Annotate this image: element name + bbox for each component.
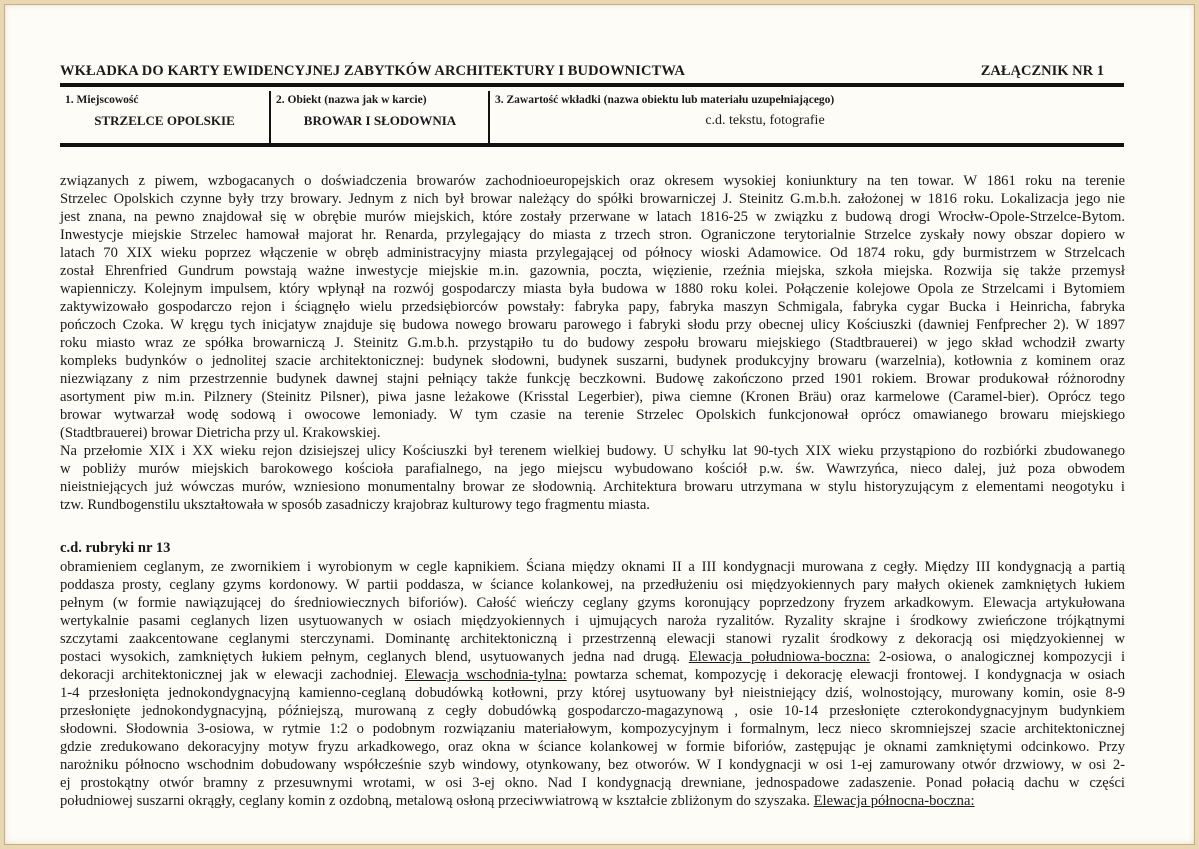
text-segment: dekoracji architektonicznej jak w elewacji zachodniej. bbox=[60, 667, 405, 683]
field-locality bbox=[60, 93, 269, 145]
text-line bbox=[60, 388, 1125, 406]
description-text bbox=[60, 558, 1125, 810]
text-segment: Strzelec Opolskich czynne były trzy browary. Jednym z nich był browar należący do spółki browarniczej J. Steinitz G.m.b.h. założonej w 1816 roku. Lokalizacja jego nie bbox=[60, 191, 1125, 207]
text-segment: jest znana, na pewno znajdował się w obrębie murów miejskich, które zostały przerwane w latach 1816-25 w związku z budową drogi Wrocłw-Opole-Strzelce-Bytom. bbox=[60, 209, 1125, 225]
underlined-heading: Elewacja północna-boczna: bbox=[813, 793, 975, 809]
text-segment: związanych z piwem, wzbogacanych o doświadczenia browarów zachodnioeuropejskich oraz okresem wysokiej koniunktury na ten towar. W 1861 roku na terenie bbox=[60, 173, 1125, 189]
history-text bbox=[60, 172, 1125, 514]
text-line bbox=[60, 262, 1125, 280]
text-line bbox=[60, 594, 1125, 612]
text-line bbox=[60, 630, 1125, 648]
text-line bbox=[60, 558, 1125, 576]
text-segment: pełnym (w formie nawiązującej do średniowiecznych biforiów). Całość wieńczy ceglany gzyms koronujący poprzedzony fryzem arkadkowym. Elewacja artykułowana bbox=[60, 595, 1125, 611]
underlined-heading: Elewacja południowa-boczna: bbox=[688, 649, 871, 665]
header-rule-bottom bbox=[60, 143, 1124, 147]
text-line bbox=[60, 424, 1125, 442]
text-line bbox=[60, 702, 1125, 720]
text-line bbox=[60, 666, 1125, 684]
text-segment: (Stadtbrauerei) browar Dietricha przy ul. Krakowskiej. bbox=[60, 425, 381, 441]
text-line bbox=[60, 172, 1125, 190]
text-line bbox=[60, 720, 1125, 738]
field-value: c.d. tekstu, fotografie bbox=[705, 113, 825, 128]
text-segment: nieistniejących już wówczas murów, wzniesiono monumentalny browar ze słodownią. Architektura browaru utrzymana w stylu historyzującym z elementami neogotyku i bbox=[60, 479, 1125, 495]
text-segment: narożniku północno wschodnim dobudowany współcześnie szyb windowy, otynkowany, bez otworów. W I kondygnacji w osi 1-ej zamurowany otwór drzwiowy, w osi 2- bbox=[60, 757, 1125, 773]
text-segment: poddasza prosty, ceglany gzyms kordonowy. W partii poddasza, w ściance kolankowej, na przedłużeniu osi międzyokiennych pary małych okienek zamkniętych łukiem bbox=[60, 577, 1125, 593]
text-line bbox=[60, 370, 1125, 388]
text-segment: w pobliży murów miejskich barokowego kościoła parafialnego, na jego miejscu wybudowano kościół p.w. św. Wawrzyńca, nieco dalej, już poza obwodem bbox=[60, 461, 1125, 477]
text-segment: został Ehrenfried Gundrum powstają ważne inwestycje miejskie m.in. gazownia, poczta, więzienie, rzeźnia miejska, szkoła miejska. Rozwija się także przemysł bbox=[60, 263, 1125, 279]
text-line bbox=[60, 478, 1125, 496]
text-line bbox=[60, 738, 1125, 756]
annex-number: ZAŁĄCZNIK NR 1 bbox=[980, 63, 1104, 79]
text-segment: pończoch Czoka. W kręgu tych inicjatyw znajduje się budowa nowego browaru parowego i fabryki słodu przy obecnej ulicy Kościuszki (dawniej Fenfprecher 2). W 1897 bbox=[60, 317, 1125, 333]
underlined-heading: Elewacja wschodnia-tylna: bbox=[404, 667, 567, 683]
text-line bbox=[60, 460, 1125, 478]
text-segment: Inwestycje miejskie Strzelec hamował majorat hr. Renarda, przylegający do miasta z trzech stron. Ograniczone terytorialnie Strzelce zyskały nowy obszar dopiero w bbox=[60, 227, 1125, 243]
field-value: STRZELCE OPOLSKIE bbox=[94, 113, 235, 128]
text-line bbox=[60, 648, 1125, 666]
text-segment: obramieniem ceglanym, ze zwornikiem i wyrobionym w cegle kapnikiem. Ściana między oknami II a III kondygnacji murowana z cegły. Między III kondygnacją a partią bbox=[60, 559, 1125, 575]
text-line bbox=[60, 792, 1125, 810]
text-segment: Na przełomie XIX i XX wieku rejon dzisiejszej ulicy Kościuszki był terenem wielkiej budowy. U schyłku lat 90-tych XIX wieku przystąpiono do rozbiórki zbudowanego bbox=[60, 443, 1125, 459]
text-segment: słodowni. Słodownia 3-osiowa, w rytmie 1:2 o podobnym rozwiązaniu materiałowym, kompozycyjnym i formalnym, lecz nieco skromniejszej szacie architektonicznej bbox=[60, 721, 1125, 737]
text-segment: niezwiązany z nim przestrzennie budynek dawnej stajni pełniący także funkcję beczkowni. Budowę zakończono przed 1901 rokiem. Browar produkował różnorodny bbox=[60, 371, 1125, 387]
field-label: 2. Obiekt (nazwa jak w karcie) bbox=[276, 94, 427, 106]
field-label: 1. Miejscowość bbox=[65, 94, 139, 106]
text-line bbox=[60, 190, 1125, 208]
field-label: 3. Zawartość wkładki (nazwa obiektu lub materiału uzupełniającego) bbox=[495, 94, 835, 106]
text-segment: kompleks budynków o jednolitej szacie architektonicznej: budynek słodowni, budynek suszarni, budynek produkcyjny browaru (warzelnia), kotłownia z kominem oraz bbox=[60, 353, 1125, 369]
text-line bbox=[60, 496, 1125, 514]
text-line bbox=[60, 756, 1125, 774]
text-segment: wertykalnie pasami ceglanych lizen usytuowanych w osiach międzyokiennych i ujmujących naroża ryzalitów. Ryzality skrajne i środkowy zwieńczone trójkątnymi bbox=[60, 613, 1125, 629]
text-segment: asortyment piw m.in. Pilznery (Steinitz Pilsner), piwa jasne leżakowe (Krisstal Legerbier), piwa ciemne (Kronen Bräu) oraz karmelowe (Caramel-bier). Oprócz tego bbox=[60, 389, 1125, 405]
text-line bbox=[60, 442, 1125, 460]
text-line bbox=[60, 352, 1125, 370]
text-segment: postaci wysokich, zamkniętych łukiem pełnym, ceglanych blend, usytuowanych jedna nad drugą. bbox=[60, 649, 689, 665]
text-segment: roku miasto wraz ze spółka browarniczą J. Steinitz G.m.b.h. przystąpiło tu do budowy zespołu browaru miejskiego (Stadtbrauerei) w jego skład wchodził zwarty bbox=[60, 335, 1125, 351]
text-line bbox=[60, 298, 1125, 316]
text-line bbox=[60, 774, 1125, 792]
text-segment: szczytami zaakcentowane ceglanymi sterczynami. Dominantę architektoniczną i przestrzenną elewacji stanowi ryzalit środkowy z dekoracją osi międzyokiennej w bbox=[60, 631, 1125, 647]
text-line bbox=[60, 406, 1125, 424]
text-segment: latach 70 XIX wieku poprzez włączenie w obręb administracyjny miasta przylegającej od północy wioski Adamowice. Od 1874 roku, gdy burmistrzem w Strzelcach bbox=[60, 245, 1125, 261]
text-segment: tzw. Rundbogenstilu ukształtowała w sposób zasadniczy krajobraz kulturowy tego fragmentu miasta. bbox=[60, 497, 650, 513]
text-line bbox=[60, 612, 1125, 630]
section-heading: c.d. rubryki nr 13 bbox=[60, 540, 171, 556]
text-line bbox=[60, 226, 1125, 244]
header-rule-top bbox=[60, 83, 1124, 87]
field-content bbox=[490, 93, 1120, 145]
text-line bbox=[60, 684, 1125, 702]
text-segment: 2-osiowa, o analogicznej kompozycji i bbox=[870, 649, 1126, 665]
text-line bbox=[60, 316, 1125, 334]
text-line bbox=[60, 280, 1125, 298]
text-segment: przesłonięte jednokondygnacyjną, późniejszą, murowaną z cegły dobudówką gospodarczo-magazynową , osie 10-14 przesłonięte czterokondygnacyjnym budynkiem bbox=[60, 703, 1125, 719]
text-segment: gdzie zredukowano dekoracyjny motyw fryzu arkadkowego, oraz okna w ściance kolankowej w formie biforiów, zastępując je oknami zamkniętymi odcinkowo. Przy bbox=[60, 739, 1125, 755]
text-line bbox=[60, 244, 1125, 262]
text-segment: browar wytwarzał wodę sodową i owocowe lemoniady. W tym czasie na terenie Strzelec Opolskich funkcjonował oprócz omawianego browaru miejskiego bbox=[60, 407, 1125, 423]
text-segment: powtarza schemat, kompozycję i dekorację elewacji frontowej. I kondygnacja w osiach bbox=[566, 667, 1125, 683]
text-segment: ej prostokątny otwór bramny z przesuwnymi wrotami, w osi 3-ej okno. Nad I kondygnacją drewniane, jednospadowe zadaszenie. Ponad połacią dachu w części bbox=[60, 775, 1125, 791]
text-line bbox=[60, 208, 1125, 226]
form-title: WKŁADKA DO KARTY EWIDENCYJNEJ ZABYTKÓW ARCHITEKTURY I BUDOWNICTWA bbox=[60, 63, 685, 79]
text-segment: 1-4 przesłonięta jednokondygnacyjną kamienno-ceglaną dobudówką kotłowni, przy której usytuowany był nieistniejący dziś, wolnostojący, murowany komin, osie 8-9 bbox=[60, 685, 1125, 701]
text-line bbox=[60, 334, 1125, 352]
text-segment: zaktywizowało gospodarczo rejon i ściągnęło wielu przedsiębiorców powstały: fabryka papy, fabryka maszyn Schmigala, fabryka cygar Bucka i Heinricha, fabryka bbox=[60, 299, 1125, 315]
field-value: BROWAR I SŁODOWNIA bbox=[303, 113, 457, 128]
text-line bbox=[60, 576, 1125, 594]
document-page bbox=[4, 4, 1195, 845]
text-segment: wapienniczy. Kolejnym impulsem, który wpłynął na rozwój gospodarczy miasta była budowa w 1880 roku kolei. Połączenie kolejowe Opola ze Strzelcami i Bytomiem bbox=[60, 281, 1125, 297]
text-segment: południowej suszarni okrągły, ceglany komin z ozdobną, metalową osłoną przeciwwiatrową w kształcie zbliżonym do szyszaka. bbox=[60, 793, 814, 809]
